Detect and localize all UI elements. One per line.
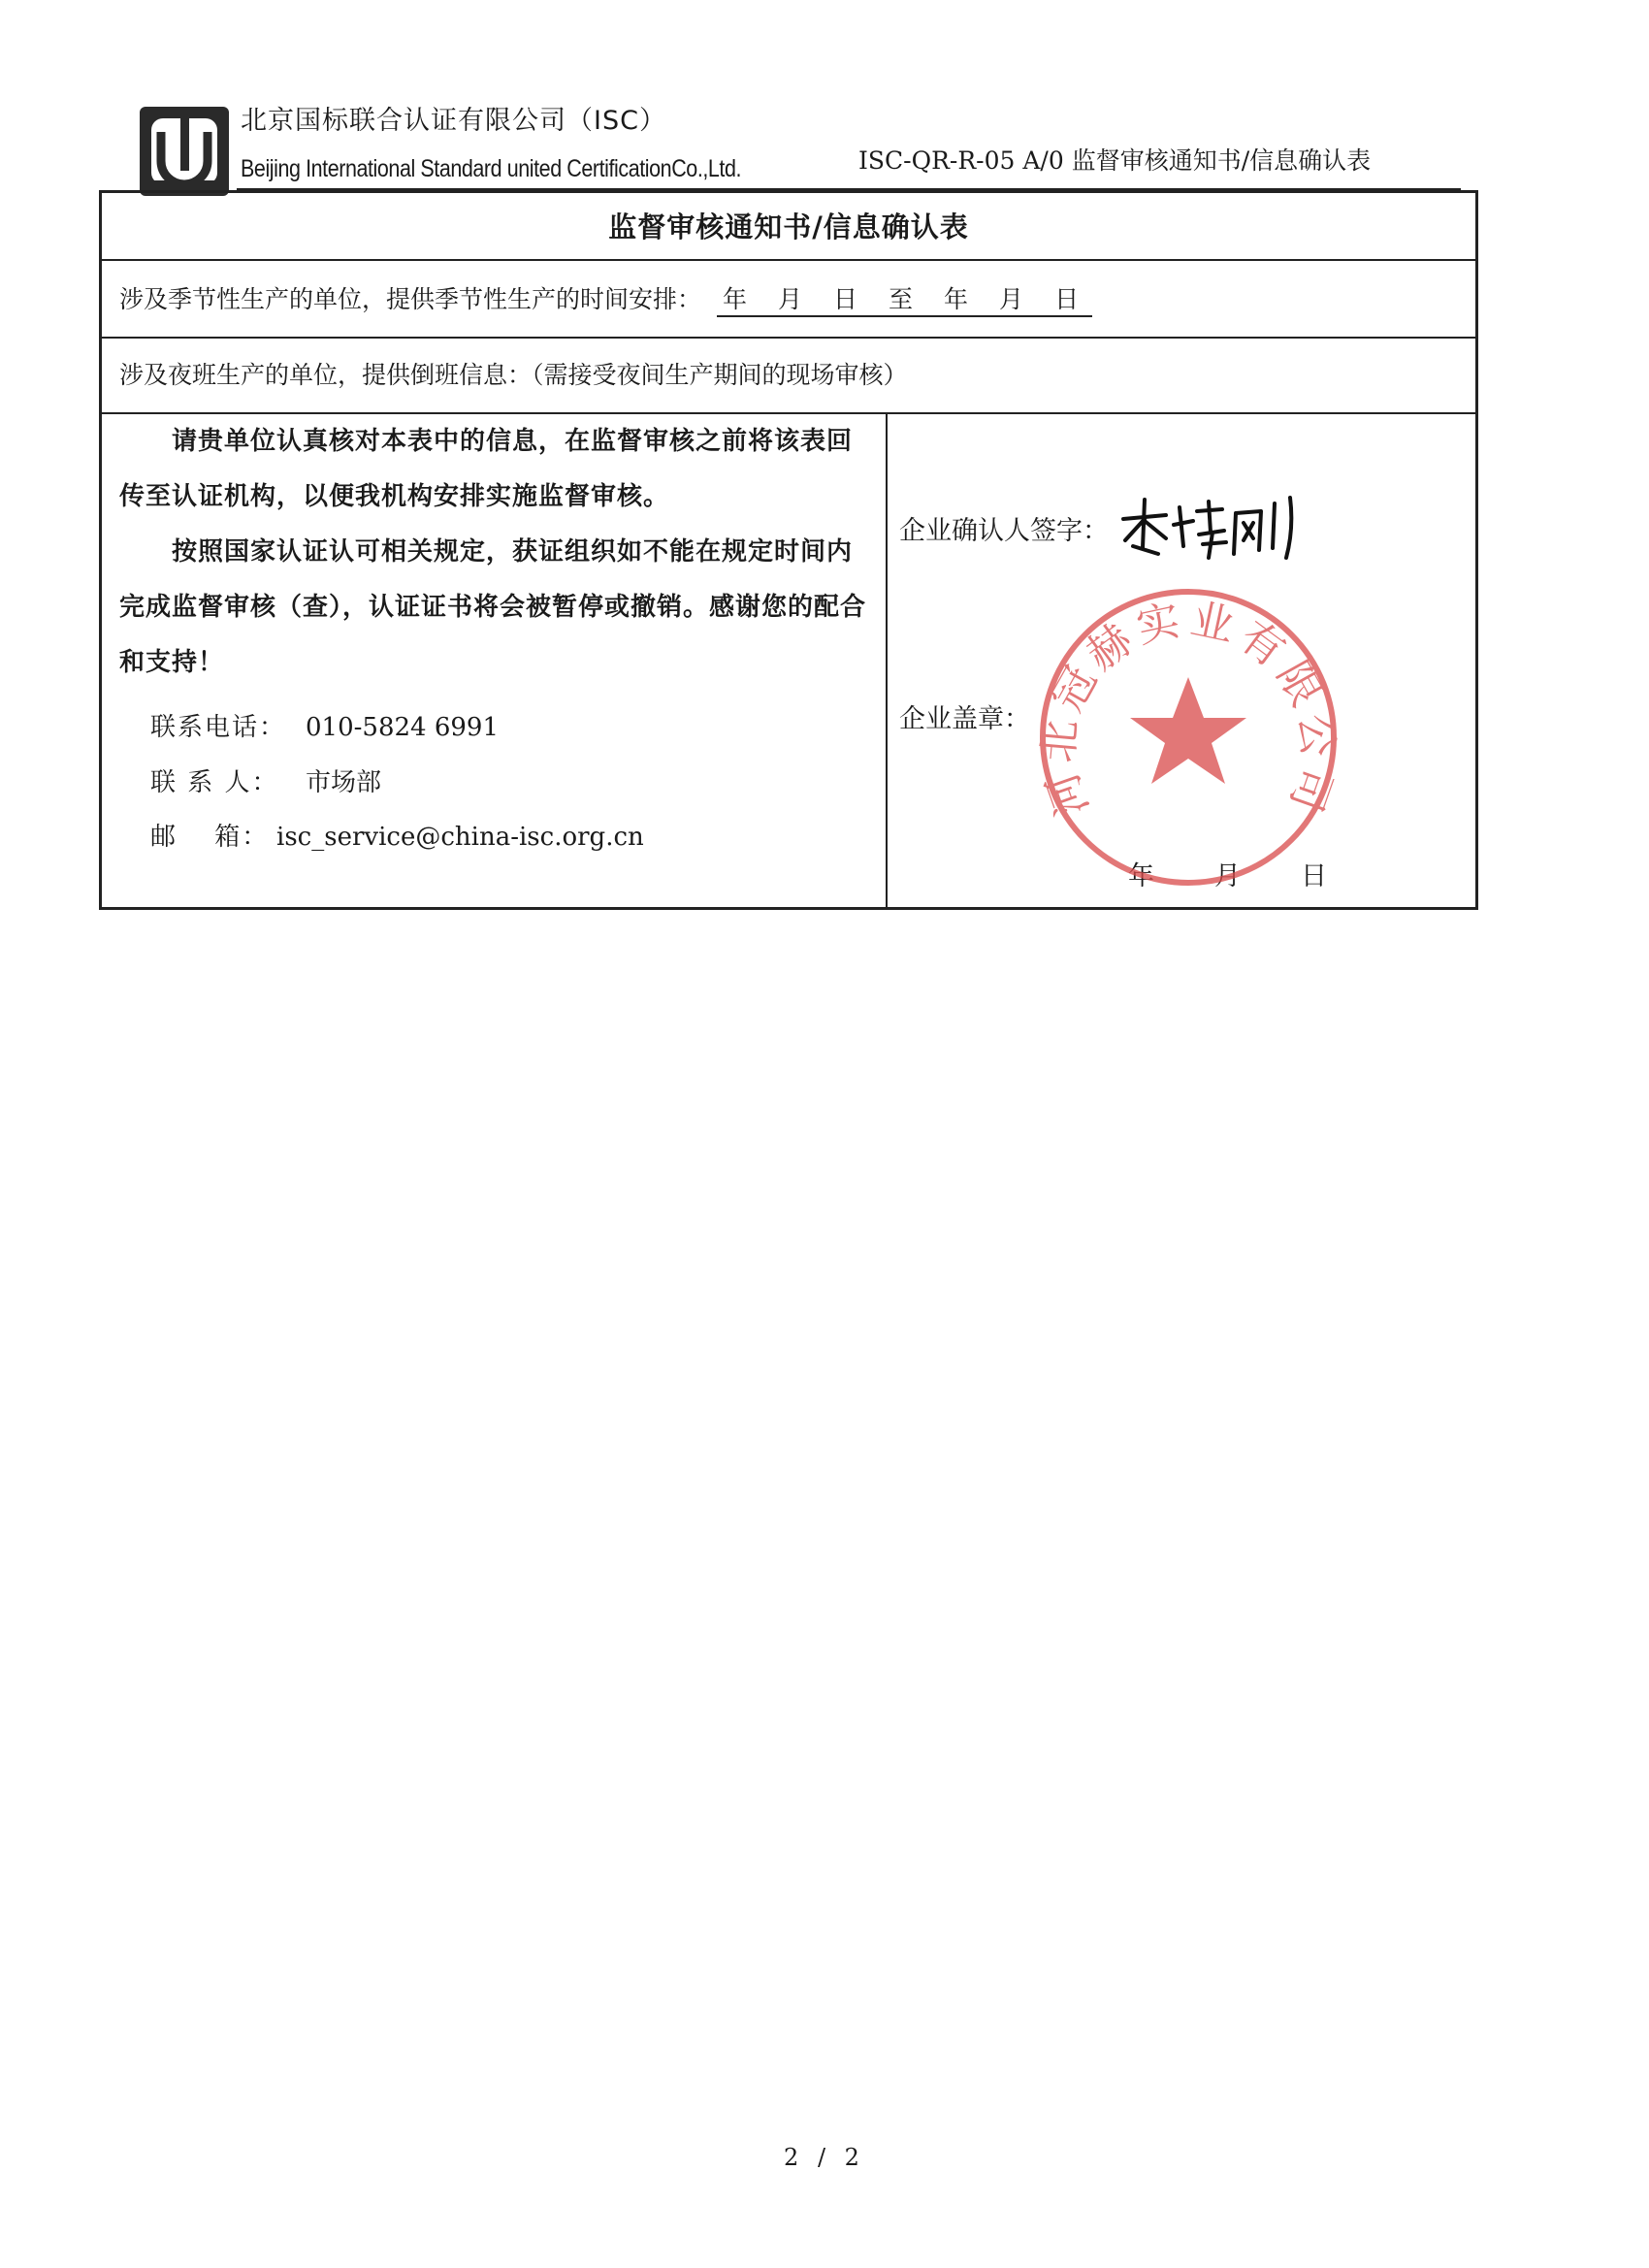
date-year-label: 年 (1128, 861, 1156, 891)
contact-phone-label: 联系电话： (150, 713, 287, 742)
contact-person (150, 762, 381, 798)
form-title: 监督审核通知书/信息确认表 (608, 211, 969, 243)
handwritten-signature (1116, 490, 1310, 567)
svg-text:河北冠赫实业有限公司: 河北冠赫实业有限公司 (1033, 594, 1343, 824)
seasonal-date-range-field[interactable] (717, 280, 1092, 317)
notice-paragraph-2: 按照国家认证认可相关规定，获证组织如不能在规定时间内完成监督审核（查），认证证书将会被暂停或撤销。感谢您的配合和支持！ (119, 537, 867, 677)
date-part: 月 (777, 285, 806, 313)
date-day-label: 日 (1301, 861, 1329, 891)
seasonal-production-row (119, 280, 1092, 317)
seal-label: 企业盖章： (899, 704, 1030, 734)
contact-person-value: 市场部 (306, 768, 382, 797)
contact-phone (150, 707, 499, 743)
seasonal-production-label: 涉及季节性生产的单位，提供季节性生产的时间安排： (119, 285, 702, 313)
contact-phone-value: 010-5824 6991 (306, 713, 500, 742)
seal-star-icon (1130, 677, 1246, 784)
isc-logo-icon (138, 105, 231, 198)
date-part: 日 (833, 285, 862, 313)
page-number: 2 / 2 (784, 2144, 865, 2171)
row-divider (102, 259, 1475, 261)
contact-person-label: 联 系 人： (150, 768, 279, 797)
date-part: 至 (889, 285, 918, 313)
night-shift-label: 涉及夜班生产的单位，提供倒班信息：（需接受夜间生产期间的现场审核） (119, 361, 908, 389)
contact-email-value: isc_service@china-isc.org.cn (276, 823, 644, 852)
document-code: ISC-QR-R-05 A/0 监督审核通知书/信息确认表 (858, 146, 1372, 175)
signature-label: 企业确认人签字： (899, 516, 1109, 546)
contact-email-label: 邮 箱： (150, 823, 270, 852)
company-name-en: Beijing International Standard united CertificationCo.,Ltd. (241, 155, 742, 182)
row-divider (102, 337, 1475, 339)
column-divider (886, 412, 888, 910)
date-part: 年 (722, 285, 751, 313)
contact-email (150, 817, 644, 853)
notice-paragraph-1: 请贵单位认真核对本表中的信息，在监督审核之前将该表回传至认证机构，以便我机构安排实施监督审核。 (119, 427, 854, 511)
date-part: 日 (1054, 285, 1083, 313)
company-seal-stamp (1023, 572, 1353, 902)
date-part: 年 (944, 285, 973, 313)
company-name-cn: 北京国标联合认证有限公司（ISC） (241, 106, 666, 136)
date-month-label: 月 (1214, 861, 1243, 891)
date-part: 月 (999, 285, 1028, 313)
